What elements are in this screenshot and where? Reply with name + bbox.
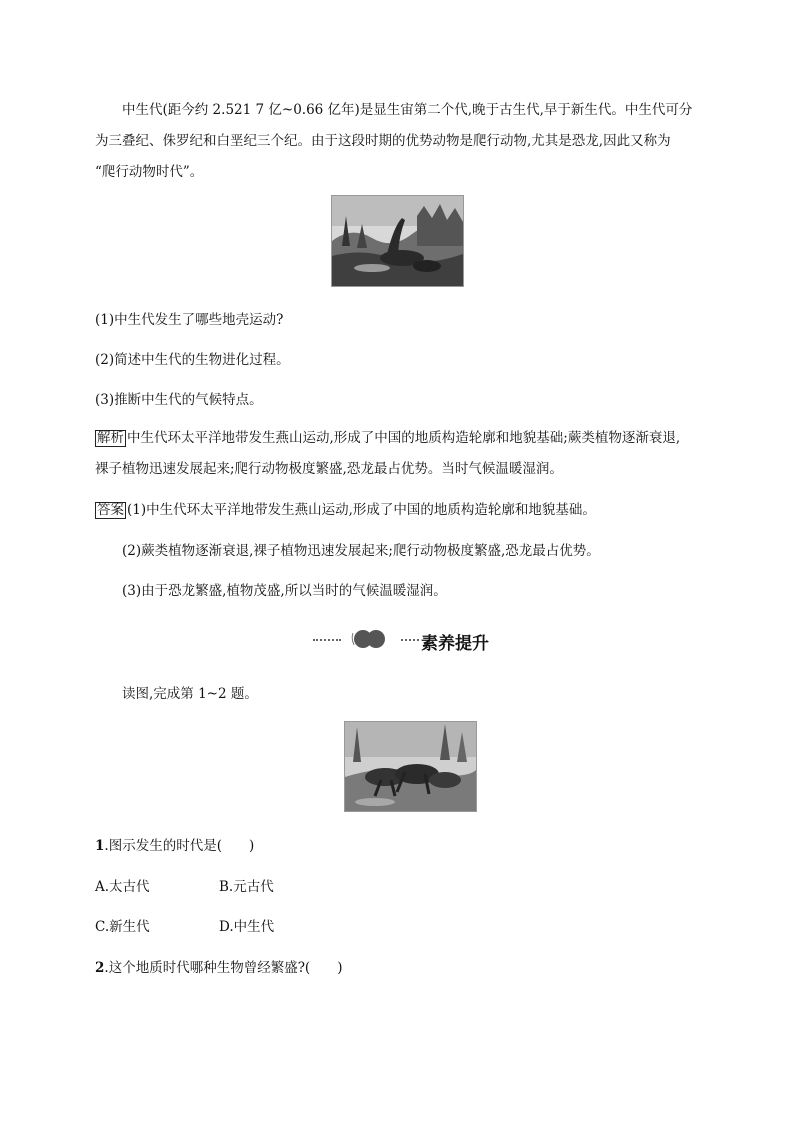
- q1-text: .图示发生的时代是( ): [104, 838, 255, 854]
- mesozoic-scene-image: [331, 195, 464, 287]
- analysis-line-1: 中生代环太平洋地带发生燕山运动,形成了中国的地质构造轮廓和地貌基础;蕨类植物逐渐衰退,: [127, 430, 681, 446]
- q1-option-b: B.元古代: [219, 879, 274, 895]
- dinosaur-scene-image: [344, 721, 477, 812]
- question-3: (3)推断中生代的气候特点。: [95, 392, 263, 408]
- intro-paragraph: [95, 95, 701, 188]
- q1-option-d: D.中生代: [219, 919, 275, 935]
- answer-line-1: (1)中生代环太平洋地带发生燕山运动,形成了中国的地质构造轮廓和地貌基础。: [127, 502, 596, 518]
- q1-option-c: C.新生代: [95, 919, 150, 935]
- intro-line-3: “爬行动物时代”。: [95, 164, 204, 180]
- q2-text: .这个地质时代哪种生物曾经繁盛?( ): [104, 960, 343, 976]
- banner-dots-left: [313, 639, 341, 641]
- double-circle-icon: [349, 627, 391, 651]
- analysis-tag: 解析: [97, 430, 124, 446]
- intro-line-2: 为三叠纪、侏罗纪和白垩纪三个纪。由于这段时期的优势动物是爬行动物,尤其是恐龙,因此又称为: [95, 133, 671, 149]
- answer-line-1-row: [95, 498, 596, 519]
- mc-question-2: [95, 956, 342, 976]
- q1-number: 1: [95, 838, 105, 854]
- reading-prompt: 读图,完成第 1~2 题。: [122, 686, 258, 702]
- mc-question-1: [95, 834, 254, 854]
- question-1: (1)中生代发生了哪些地壳运动?: [95, 312, 284, 328]
- analysis-block: [95, 423, 705, 485]
- answer-line-3: (3)由于恐龙繁盛,植物茂盛,所以当时的气候温暖湿润。: [122, 583, 447, 599]
- answer-line-2: (2)蕨类植物逐渐衰退,裸子植物迅速发展起来;爬行动物极度繁盛,恐龙最占优势。: [122, 543, 600, 559]
- answer-tag: 答案: [97, 502, 124, 518]
- intro-line-1: 中生代(距今约 2.521 7 亿~0.66 亿年)是显生宙第二个代,晚于古生代,早于新生代。中生代可分: [122, 102, 693, 118]
- section-banner: [313, 626, 513, 654]
- q2-number: 2: [95, 960, 105, 976]
- question-2: (2)简述中生代的生物进化过程。: [95, 352, 290, 368]
- analysis-line-2: 裸子植物迅速发展起来;爬行动物极度繁盛,恐龙最占优势。当时气候温暖湿润。: [95, 461, 563, 477]
- section-title: 素养提升: [421, 634, 489, 654]
- banner-dots-right: [401, 639, 419, 641]
- q1-option-a: A.太古代: [95, 879, 150, 895]
